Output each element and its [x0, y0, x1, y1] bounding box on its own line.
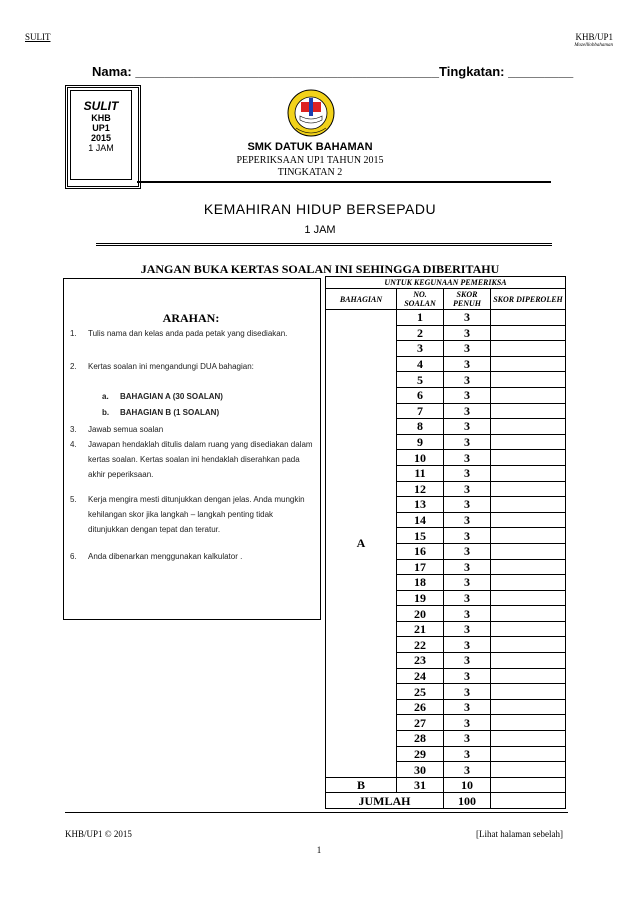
full-score-cell: 3: [444, 746, 491, 762]
score-obtained-cell: [491, 668, 566, 684]
exam-form: TINGKATAN 2: [277, 167, 343, 178]
examiner-table: [325, 276, 566, 809]
full-score-cell: 3: [444, 465, 491, 481]
question-number-cell: 20: [397, 606, 444, 622]
question-number-cell: 10: [397, 450, 444, 466]
total-score-obtained-cell: [491, 793, 566, 809]
question-number-cell: 31: [397, 777, 444, 793]
corner-code1: KHB: [91, 113, 111, 123]
full-score-cell: 3: [444, 310, 491, 326]
question-number-cell: 9: [397, 434, 444, 450]
col-header-soalan: NO. SOALAN: [397, 289, 444, 310]
full-score-cell: 3: [444, 497, 491, 513]
instruction-subitem: a. BAHAGIAN A (30 SOALAN): [102, 392, 223, 401]
full-score-cell: 3: [444, 481, 491, 497]
footer-divider: [65, 812, 568, 813]
instruction-item: 3. Jawab semua soalan: [70, 425, 164, 434]
full-score-cell: 3: [444, 668, 491, 684]
score-obtained-cell: [491, 731, 566, 747]
score-obtained-cell: [491, 356, 566, 372]
question-number-cell: 18: [397, 575, 444, 591]
col-header-bahagian: BAHAGIAN: [326, 289, 397, 310]
full-score-cell: 3: [444, 590, 491, 606]
corner-code2: UP1: [92, 123, 110, 133]
question-number-cell: 12: [397, 481, 444, 497]
question-number-cell: 14: [397, 512, 444, 528]
question-number-cell: 15: [397, 528, 444, 544]
score-obtained-cell: [491, 777, 566, 793]
table-row: [326, 777, 566, 793]
full-score-cell: 3: [444, 419, 491, 435]
full-score-cell: 3: [444, 653, 491, 669]
question-number-cell: 24: [397, 668, 444, 684]
header-code: KHB/UP1: [575, 32, 613, 42]
table-title: UNTUK KEGUNAAN PEMERIKSA: [326, 277, 566, 289]
corner-year: 2015: [90, 133, 112, 143]
full-score-cell: 3: [444, 559, 491, 575]
school-crest-icon: [286, 88, 336, 138]
exam-info: [150, 155, 470, 179]
score-obtained-cell: [491, 637, 566, 653]
question-number-cell: 17: [397, 559, 444, 575]
name-field: Nama: __________________________________________Tingkatan: _________: [92, 64, 574, 79]
score-obtained-cell: [491, 543, 566, 559]
table-title-row: [326, 277, 566, 289]
score-obtained-cell: [491, 387, 566, 403]
question-number-cell: 28: [397, 731, 444, 747]
score-obtained-cell: [491, 481, 566, 497]
exam-title: PEPERIKSAAN UP1 TAHUN 2015: [236, 155, 384, 166]
instruction-item: 4. Jawapan hendaklah ditulis dalam ruang yang disediakan dalam kertas soalan. Kertas soalan ini hendaklah diserahkan pada akhir peperiksaan.: [70, 440, 313, 479]
section-b-cell: B: [326, 777, 397, 793]
full-score-cell: 3: [444, 715, 491, 731]
school-name: SMK DATUK BAHAMAN: [247, 141, 373, 153]
subject-duration: 1 JAM: [304, 224, 336, 236]
corner-sulit: SULIT: [83, 99, 119, 113]
question-number-cell: 11: [397, 465, 444, 481]
table-header-row: [326, 289, 566, 310]
total-label: JUMLAH: [326, 793, 444, 809]
question-number-cell: 8: [397, 419, 444, 435]
table-row: [326, 310, 566, 326]
total-row: [326, 793, 566, 809]
full-score-cell: 3: [444, 637, 491, 653]
divider: [137, 181, 551, 183]
question-number-cell: 19: [397, 590, 444, 606]
divider: [96, 243, 552, 246]
question-number-cell: 1: [397, 310, 444, 326]
full-score-cell: 3: [444, 575, 491, 591]
instructions-title: ARAHAN:: [162, 311, 220, 325]
score-obtained-cell: [491, 715, 566, 731]
question-number-cell: 6: [397, 387, 444, 403]
score-obtained-cell: [491, 621, 566, 637]
question-number-cell: 5: [397, 372, 444, 388]
warning-text: JANGAN BUKA KERTAS SOALAN INI SEHINGGA DIBERITAHU: [140, 262, 500, 276]
footer-left: KHB/UP1 © 2015: [65, 829, 132, 839]
score-obtained-cell: [491, 434, 566, 450]
total-value: 100: [444, 793, 491, 809]
score-obtained-cell: [491, 310, 566, 326]
full-score-cell: 3: [444, 434, 491, 450]
full-score-cell: 3: [444, 606, 491, 622]
instruction-item: 5. Kerja mengira mesti ditunjukkan dengan jelas. Anda mungkin kehilangan skor jika langkah – langkah penting tidak ditunjukkan dengan tepat dan teratur.: [70, 495, 305, 534]
full-score-cell: 3: [444, 387, 491, 403]
full-score-cell: 3: [444, 512, 491, 528]
score-obtained-cell: [491, 403, 566, 419]
score-obtained-cell: [491, 372, 566, 388]
page-number: 1: [316, 845, 322, 855]
score-obtained-cell: [491, 684, 566, 700]
score-obtained-cell: [491, 497, 566, 513]
question-number-cell: 23: [397, 653, 444, 669]
question-number-cell: 21: [397, 621, 444, 637]
header-right: [574, 32, 613, 48]
col-header-skor-diperoleh: SKOR DIPEROLEH: [491, 289, 566, 310]
question-number-cell: 26: [397, 699, 444, 715]
score-obtained-cell: [491, 762, 566, 778]
full-score-cell: 3: [444, 372, 491, 388]
instruction-item: 2. Kertas soalan ini mengandungi DUA bahagian:: [70, 362, 254, 371]
full-score-cell: 3: [444, 450, 491, 466]
question-number-cell: 30: [397, 762, 444, 778]
full-score-cell: 3: [444, 762, 491, 778]
score-obtained-cell: [491, 341, 566, 357]
full-score-cell: 3: [444, 699, 491, 715]
footer-right: [Lihat halaman sebelah]: [476, 829, 563, 839]
section-a-cell: A: [326, 310, 397, 778]
score-obtained-cell: [491, 419, 566, 435]
question-number-cell: 25: [397, 684, 444, 700]
question-number-cell: 2: [397, 325, 444, 341]
full-score-cell: 3: [444, 325, 491, 341]
full-score-cell: 3: [444, 684, 491, 700]
full-score-cell: 3: [444, 403, 491, 419]
score-obtained-cell: [491, 512, 566, 528]
instruction-item: 6. Anda dibenarkan menggunakan kalkulator .: [70, 552, 243, 561]
full-score-cell: 3: [444, 543, 491, 559]
header-left: SULIT: [25, 32, 51, 42]
question-number-cell: 13: [397, 497, 444, 513]
full-score-cell: 3: [444, 341, 491, 357]
question-number-cell: 7: [397, 403, 444, 419]
full-score-cell: 3: [444, 528, 491, 544]
score-obtained-cell: [491, 528, 566, 544]
col-header-skor-penuh: SKOR PENUH: [444, 289, 491, 310]
score-obtained-cell: [491, 575, 566, 591]
question-number-cell: 22: [397, 637, 444, 653]
score-obtained-cell: [491, 465, 566, 481]
question-number-cell: 16: [397, 543, 444, 559]
score-obtained-cell: [491, 699, 566, 715]
full-score-cell: 3: [444, 621, 491, 637]
score-obtained-cell: [491, 590, 566, 606]
score-obtained-cell: [491, 325, 566, 341]
score-obtained-cell: [491, 450, 566, 466]
full-score-cell: 10: [444, 777, 491, 793]
subject-title: KEMAHIRAN HIDUP BERSEPADU: [203, 201, 437, 217]
question-number-cell: 27: [397, 715, 444, 731]
full-score-cell: 3: [444, 731, 491, 747]
corner-box: [70, 90, 132, 180]
question-number-cell: 29: [397, 746, 444, 762]
score-obtained-cell: [491, 653, 566, 669]
corner-duration: 1 JAM: [88, 143, 114, 153]
instruction-item: 1. Tulis nama dan kelas anda pada petak yang disediakan.: [70, 329, 288, 338]
full-score-cell: 3: [444, 356, 491, 372]
question-number-cell: 3: [397, 341, 444, 357]
instruction-subitem: b. BAHAGIAN B (1 SOALAN): [102, 408, 220, 417]
score-obtained-cell: [491, 746, 566, 762]
score-obtained-cell: [491, 559, 566, 575]
header-sub: Mozelllobbahaman: [574, 43, 613, 48]
score-obtained-cell: [491, 606, 566, 622]
question-number-cell: 4: [397, 356, 444, 372]
